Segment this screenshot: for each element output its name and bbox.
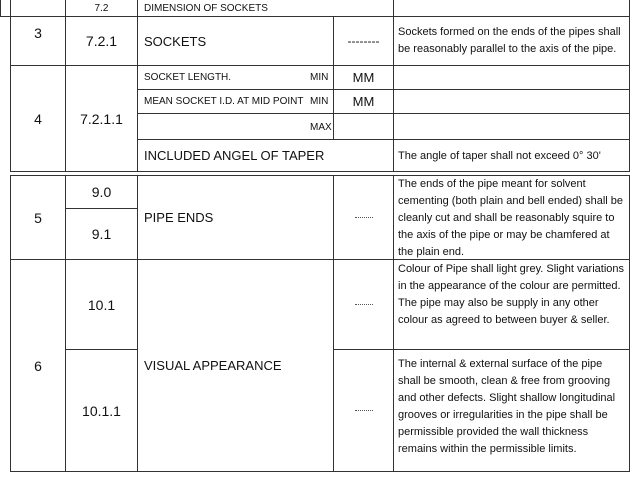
clause-cell-72: 7.2: [66, 0, 138, 17]
parameter-cell-6: VISUAL APPEARANCE: [138, 260, 334, 472]
max-unit: [334, 114, 394, 140]
mean-socket-label: MEAN SOCKET I.D. AT MID POINT: [144, 96, 304, 107]
parameter-cell-72: DIMENSION OF SOCKETS: [138, 0, 394, 17]
mean-socket-qualifier: MIN: [310, 96, 329, 107]
clause-cell-5b: 9.1: [66, 209, 138, 260]
dotted-mark-icon: [355, 217, 373, 218]
max-cell: [138, 114, 334, 140]
mark-cell-6b: [334, 350, 394, 472]
clause-cell-6a: 10.1: [66, 260, 138, 350]
clause-cell-6b: 10.1.1: [66, 350, 138, 472]
mark-cell-5: [334, 176, 394, 260]
sno-cell-6: 6: [10, 260, 66, 472]
requirement-cell-72: [394, 0, 630, 17]
sno-cell-3: 3: [10, 0, 66, 66]
clause-cell-3: 7.2.1: [66, 17, 138, 66]
parameter-cell-3: SOCKETS: [138, 17, 334, 66]
parameter-cell-5: PIPE ENDS: [138, 176, 334, 260]
socket-length-label: SOCKET LENGTH.: [144, 72, 232, 83]
requirement-cell-6b: The internal & external surface of the pipe shall be smooth, clean & free from grooving and other defects. Slight shallow longitudinal grooves or irregularities in the pipe shall be permissible provided the wall thickness remains within the permissible limits.: [394, 350, 630, 472]
mean-socket-value: [394, 90, 630, 114]
mean-socket-cell: [138, 90, 334, 114]
clause-cell-5a: 9.0: [66, 176, 138, 209]
socket-length-cell: [138, 66, 334, 90]
mean-socket-unit: MM: [334, 90, 394, 114]
taper-requirement: The angle of taper shall not exceed 0° 30': [394, 140, 630, 172]
socket-length-value: [394, 66, 630, 90]
mark-cell-6a: [334, 260, 394, 350]
max-value: [394, 114, 630, 140]
mark-cell-3: --------: [334, 17, 394, 66]
socket-length-qualifier: MIN: [310, 72, 329, 83]
socket-length-unit: MM: [334, 66, 394, 90]
clause-cell-4: 7.2.1.1: [66, 66, 138, 172]
max-qualifier: MAX: [310, 122, 332, 133]
requirement-cell-3: Sockets formed on the ends of the pipes shall be reasonably parallel to the axis of the pipe.: [394, 17, 630, 66]
sno-cell-4: 4: [10, 66, 66, 172]
requirement-cell-5: The ends of the pipe meant for solvent cementing (both plain and bell ended) shall be cleanly cut and shall be reasonably squire to the axis of the pipe or may be chamfered at the plain end.: [394, 176, 630, 260]
requirement-cell-6a: Colour of Pipe shall light grey. Slight variations in the appearance of the colour are permitted. The pipe may also be supply in any other colour as agreed to between buyer & seller.: [394, 260, 630, 350]
dotted-mark-icon: [355, 304, 373, 305]
dotted-mark-icon: [355, 410, 373, 411]
sno-cell-5: 5: [10, 176, 66, 260]
taper-label: INCLUDED ANGEL OF TAPER: [138, 140, 394, 172]
